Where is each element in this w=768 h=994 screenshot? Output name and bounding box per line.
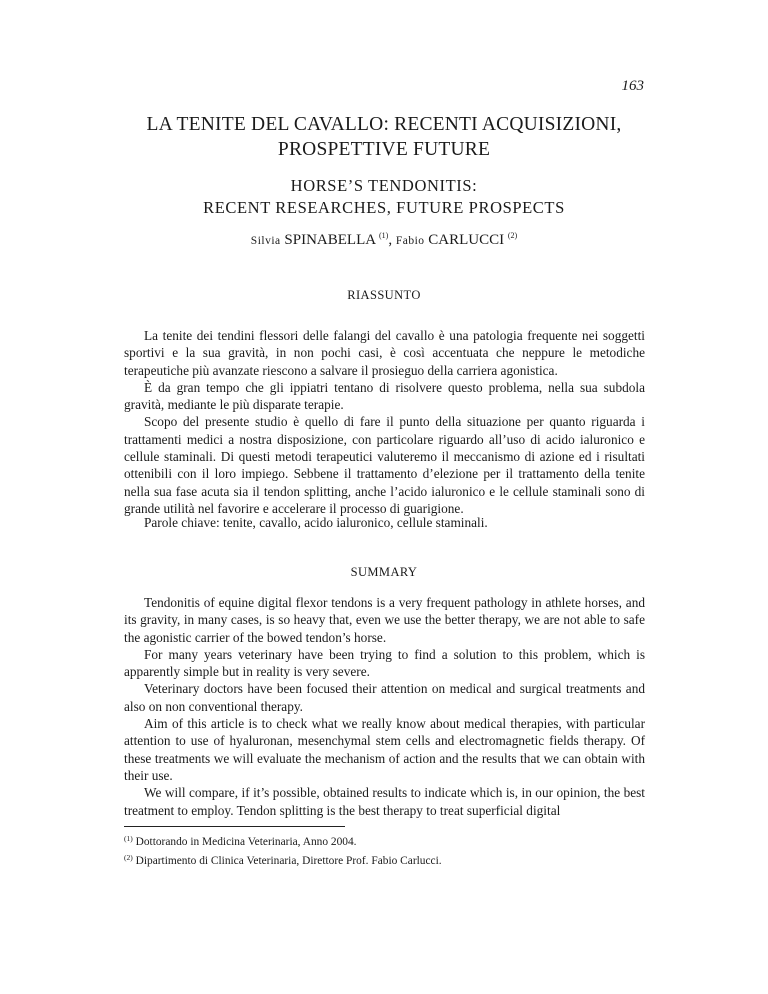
summary-heading: SUMMARY [350,565,418,579]
riassunto-body [124,327,645,517]
summary-body [124,594,645,819]
italian-title [0,112,768,162]
footnote-2-text: Dipartimento di Clinica Veterinaria, Direttore Prof. Fabio Carlucci. [135,855,442,867]
footnote-1 [124,831,645,850]
summary-paragraph-1: Tendonitis of equine digital flexor tendons is a very frequent pathology in athlete horses, and its gravity, in many cases, is so heavy that, even we use the better therapy, we are not able to safe the agonistic carrier of the bowed tendon’s horse. [124,595,645,645]
english-title [0,175,768,219]
summary-paragraph-5: We will compare, if it’s possible, obtained results to indicate which is, in our opinion, the best treatment to employ. Tendon splitting is the best therapy to treat superficial digital [124,785,645,818]
author-1-last-name: SPINABELLA [284,232,376,248]
footnote-2 [124,850,645,869]
footnote-divider [124,826,345,827]
english-title-line-1: HORSE’S TENDONITIS: [290,176,478,195]
riassunto-paragraph-2: È da gran tempo che gli ippiatri tentano di risolvere questo problema, nella sua subdola gravità, mediante le più disparate terapie. [124,379,645,413]
footnote-1-mark: (1) [124,834,133,843]
keywords: Parole chiave: tenite, cavallo, acido ialuronico, cellule staminali. [144,515,488,530]
riassunto-paragraph-1: La tenite dei tendini flessori delle falangi del cavallo è una patologia frequente nei soggetti sportivi e la sua gravità, in non pochi casi, è così accentuata che neppure le metodiche terapeutiche più avanzate riescono a salvare il prosieguo della carriera agonistica. [124,328,645,378]
summary-paragraph-2: For many years veterinary have been trying to find a solution to this problem, which is apparently simple but in reality is very severe. [124,646,645,680]
italian-title-line-1: LA TENITE DEL CAVALLO: RECENTI ACQUISIZIONI, [146,114,622,135]
riassunto-heading: RIASSUNTO [347,288,421,302]
author-separator: , [388,232,396,248]
summary-paragraph-3: Veterinary doctors have been focused their attention on medical and surgical treatments and also on non conventional therapy. [124,681,645,714]
english-title-line-2: RECENT RESEARCHES, FUTURE PROSPECTS [203,198,565,217]
footnotes [124,831,645,869]
author-2-last-name: CARLUCCI [428,232,505,248]
riassunto-paragraph-3: Scopo del presente studio è quello di fare il punto della situazione per quanto riguarda i trattamenti medici a nostra disposizione, con particolare riguardo all’uso di acido ialuronico e cellule staminali. Di questi metodi terapeutici valuteremo il meccanismo di azione ed i risultati ottenibili con il loro impiego. Sebbene il trattamento d’elezione per il trattamento della tenite nella sua fase acuta sia il tendon splitting, anche l’acido ialuronico e le cellule staminali sono di grande utilità nel favorire e accelerare il processo di guarigione. [124,414,645,516]
summary-paragraph-4: Aim of this article is to check what we really know about medical therapies, with particular attention to use of hyaluronan, mesenchymal stem cells and electromagnetic fields therapy. Of these treatments we will evaluate the mechanism of action and the results that we can obtain with their use. [124,716,645,783]
italian-title-line-2: PROSPETTIVE FUTURE [277,139,491,160]
author-1-first-name: Silvia [250,235,281,247]
author-1-footnote-mark: (1) [378,231,389,240]
author-line [0,231,768,249]
author-2-first-name: Fabio [395,235,425,247]
page-number: 163 [621,78,644,94]
author-2-footnote-mark: (2) [507,231,518,240]
footnote-2-mark: (2) [124,853,133,862]
footnote-1-text: Dottorando in Medicina Veterinaria, Anno 2004. [135,836,357,848]
